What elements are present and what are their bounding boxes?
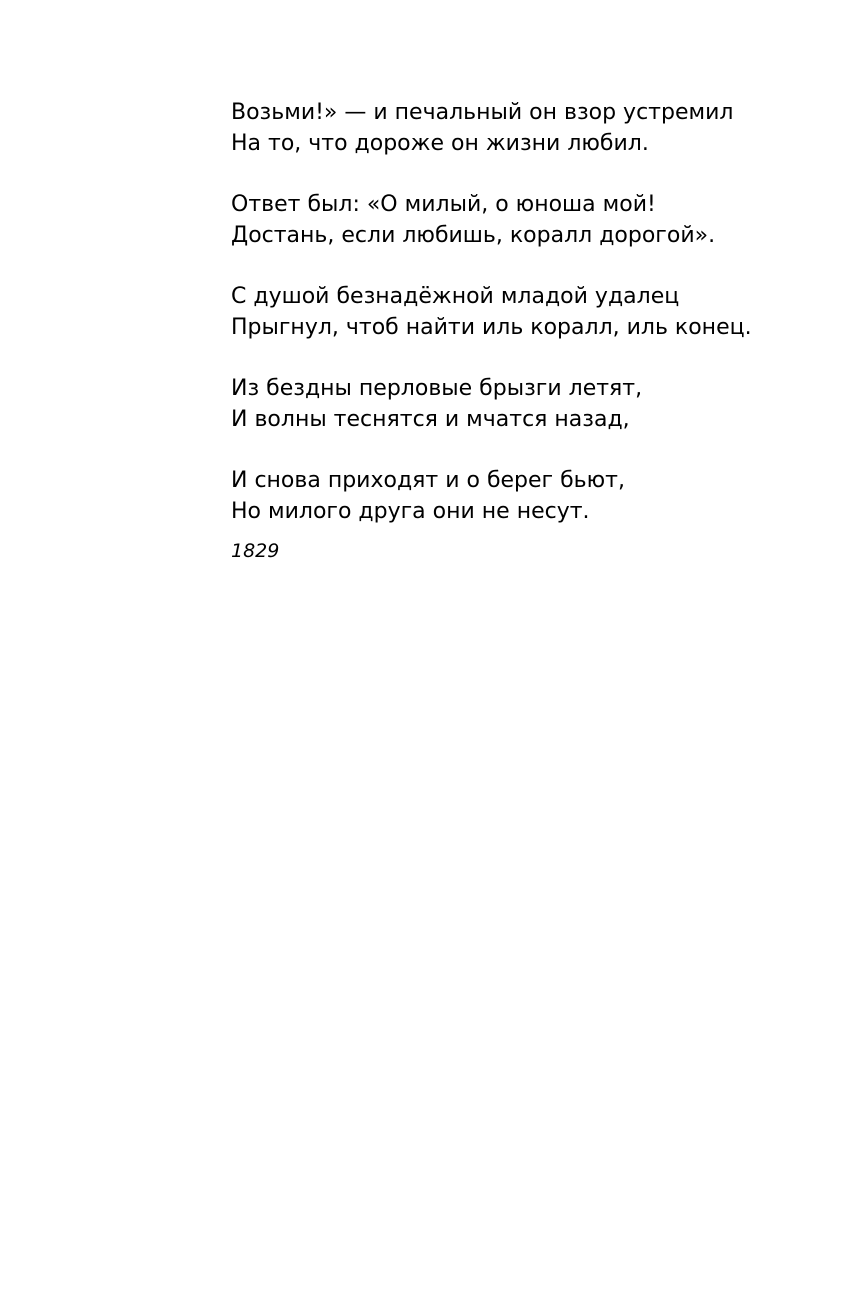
poem-line: Но милого друга они не несут. [231, 499, 590, 524]
poem-line: Ответ был: «О милый, о юноша мой! [231, 192, 656, 217]
poem-line: И снова приходят и о берег бьют, [231, 468, 625, 493]
poem-date: 1829 [231, 540, 280, 562]
poem-text [231, 97, 811, 563]
stanza-2 [231, 189, 811, 251]
stanza-3 [231, 281, 811, 343]
poem-line: Возьми!» — и печальный он взор устремил [231, 100, 734, 125]
poem-line: С душой безнадёжной младой удалец [231, 284, 680, 309]
poem-line: Прыгнул, чтоб найти иль коралл, иль конец. [231, 315, 752, 340]
stanza-1 [231, 97, 811, 159]
stanza-5 [231, 465, 811, 527]
poem-line: На то, что дороже он жизни любил. [231, 131, 649, 156]
stanza-4 [231, 373, 811, 435]
poem-line: Достань, если любишь, коралл дорогой». [231, 223, 716, 248]
poem-line: Из бездны перловые брызги летят, [231, 376, 643, 401]
poem-line: И волны теснятся и мчатся назад, [231, 407, 630, 432]
